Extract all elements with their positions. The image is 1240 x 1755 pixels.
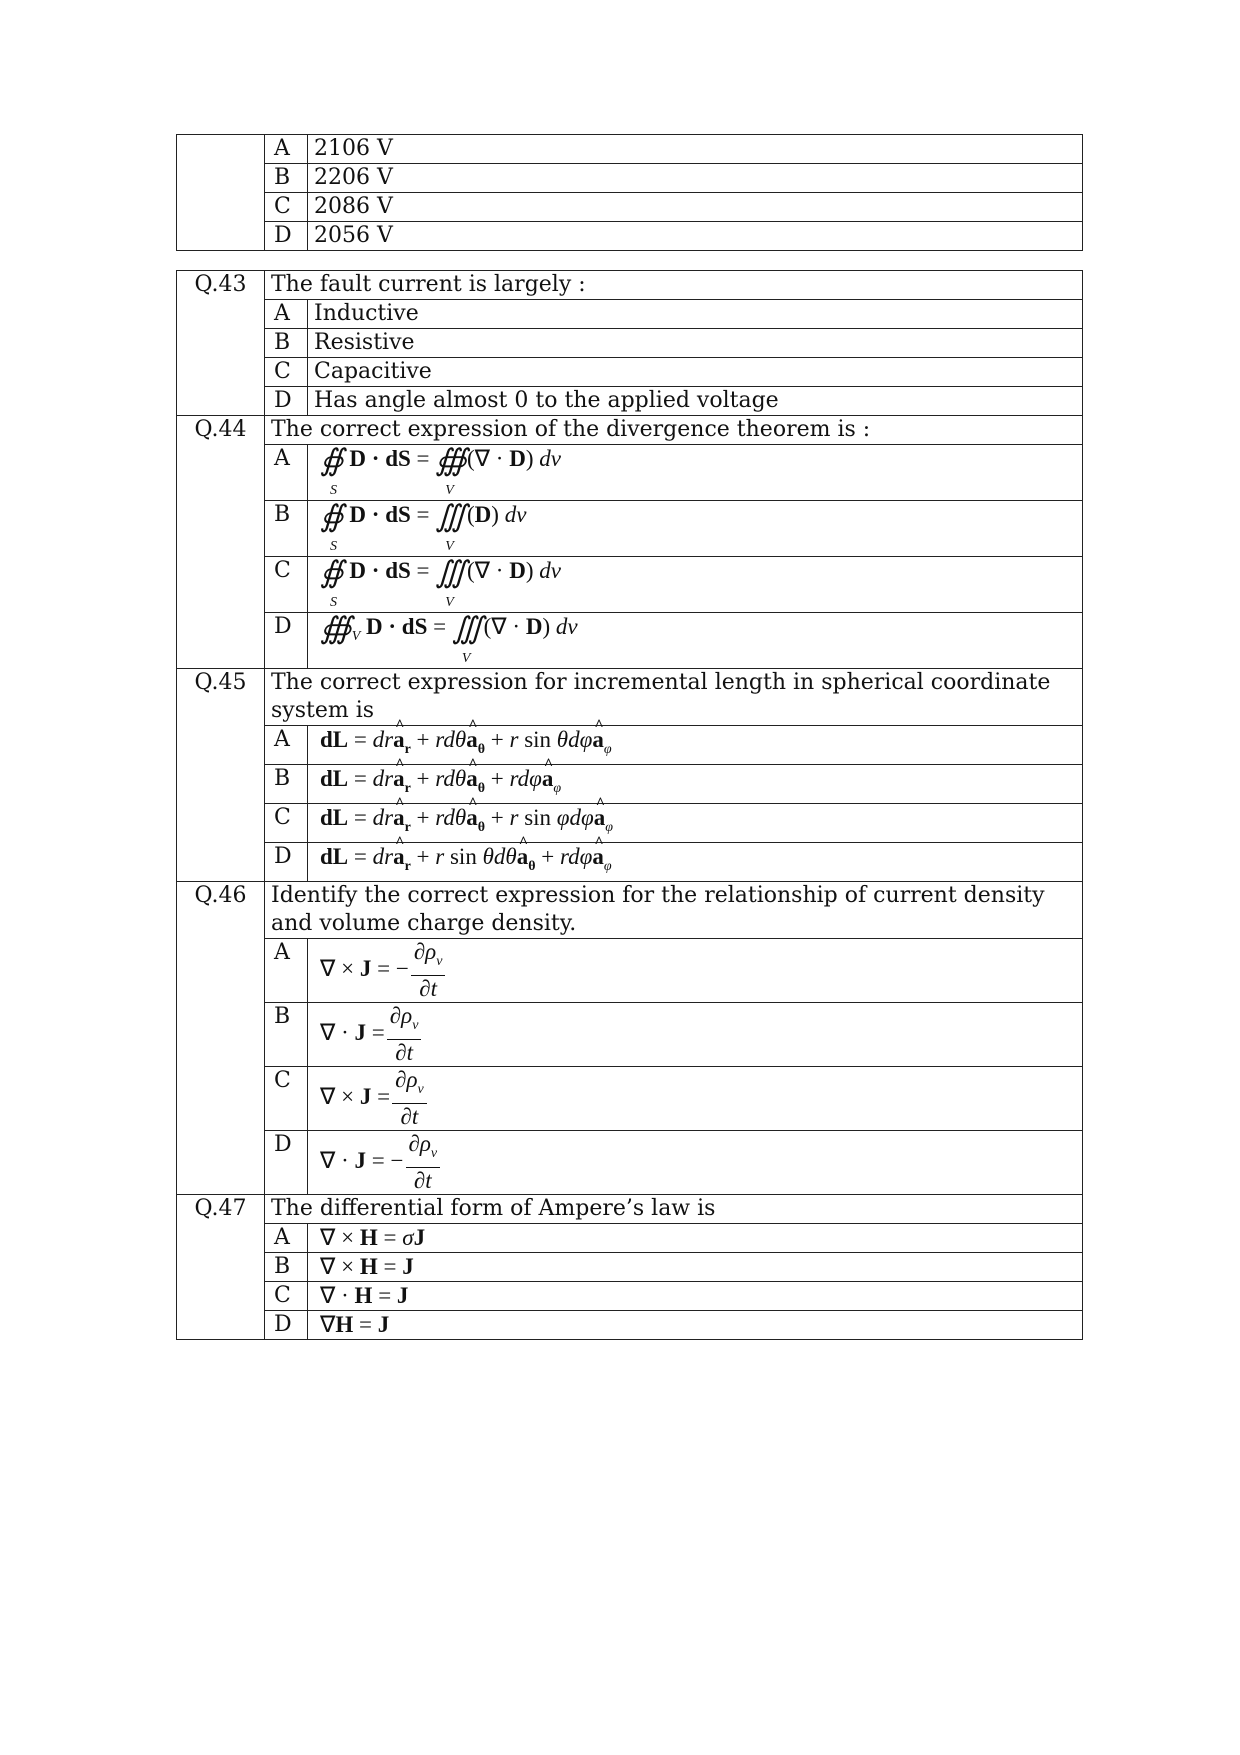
option-text: 2106 V — [308, 135, 1083, 164]
formula-image: dL = dr^ $a_r$ + rdθ^ $a_\theta + r$ sin θdφ^ $a_\varphi$ — [308, 726, 1083, 765]
question-number: Q.47 — [177, 1195, 265, 1340]
question-number: Q.43 — [177, 271, 265, 416]
option-letter: A — [265, 939, 308, 1003]
formula-image: dL = dr^ $a_r$ + rdθ^ $a_\theta + r$ sin φdφ^ $a_\varphi$ — [308, 804, 1083, 843]
question-number-cell — [177, 135, 265, 251]
formula-image: ∇ × J = − $\frac{\partial\rho_v}{\partial t}$ — [308, 939, 1083, 1003]
option-letter: D — [265, 222, 308, 251]
option-letter: C — [265, 804, 308, 843]
option-letter: B — [265, 1003, 308, 1067]
option-letter: D — [265, 1131, 308, 1195]
question-text: The fault current is largely : — [265, 271, 1083, 300]
formula-image: ∯ S D · dS = ∭ V (∇ · D) dv — [308, 557, 1083, 613]
option-letter: B — [265, 164, 308, 193]
questions-table — [176, 270, 1083, 1340]
question-text: The correct expression of the divergence theorem is : — [265, 416, 1083, 445]
option-letter: B — [265, 329, 308, 358]
formula-image: ∇ × H = J — [308, 1253, 1083, 1282]
formula-image: ∯ S D · dS = ∭ V (D) dv — [308, 501, 1083, 557]
question-number: Q.45 — [177, 669, 265, 882]
formula-image: ∇ · H = J — [308, 1282, 1083, 1311]
formula-image: ∯ S D · dS = ∰ V (∇ · D) dv — [308, 445, 1083, 501]
option-text: Inductive — [308, 300, 1083, 329]
option-letter: D — [265, 613, 308, 669]
option-letter: A — [265, 135, 308, 164]
question-text: The differential form of Ampere’s law is — [265, 1195, 1083, 1224]
question-number: Q.44 — [177, 416, 265, 669]
option-text: 2206 V — [308, 164, 1083, 193]
option-letter: A — [265, 1224, 308, 1253]
option-letter: C — [265, 1067, 308, 1131]
option-text: Resistive — [308, 329, 1083, 358]
option-letter: B — [265, 1253, 308, 1282]
formula-image: dL = dr^ $a_r$ + rdθ^ $a_\theta$ + rdφ^ $a_\varphi$ — [308, 765, 1083, 804]
option-text: 2086 V — [308, 193, 1083, 222]
formula-image: ∇ × H = σJ — [308, 1224, 1083, 1253]
formula-image: $∰_V$ D · dS = ∭ V (∇ · D) dv — [308, 613, 1083, 669]
option-letter: A — [265, 300, 308, 329]
option-letter: C — [265, 1282, 308, 1311]
option-letter: C — [265, 358, 308, 387]
prev-question-table — [176, 134, 1083, 251]
option-letter: A — [265, 445, 308, 501]
formula-image: dL = dr^ $a_r + r$ sin θdθ^ $a_\theta$ + rdφ^ $a_\varphi$ — [308, 843, 1083, 882]
option-letter: C — [265, 193, 308, 222]
option-letter: D — [265, 843, 308, 882]
option-text: 2056 V — [308, 222, 1083, 251]
formula-image: ∇ · J = − $\frac{\partial\rho_v}{\partial t}$ — [308, 1131, 1083, 1195]
formula-image: ∇H = J — [308, 1311, 1083, 1340]
option-letter: D — [265, 387, 308, 416]
option-text: Capacitive — [308, 358, 1083, 387]
option-letter: A — [265, 726, 308, 765]
formula-image: ∇ × J = $\frac{\partial\rho_v}{\partial t}$ — [308, 1067, 1083, 1131]
question-text: The correct expression for incremental length in spherical coordinate system is — [265, 669, 1083, 726]
option-letter: B — [265, 501, 308, 557]
option-letter: D — [265, 1311, 308, 1340]
question-number: Q.46 — [177, 882, 265, 1195]
option-letter: C — [265, 557, 308, 613]
option-text: Has angle almost 0 to the applied voltage — [308, 387, 1083, 416]
option-letter: B — [265, 765, 308, 804]
formula-image: ∇ · J = $\frac{\partial\rho_v}{\partial t}$ — [308, 1003, 1083, 1067]
question-text: Identify the correct expression for the relationship of current density and volume charge density. — [265, 882, 1083, 939]
